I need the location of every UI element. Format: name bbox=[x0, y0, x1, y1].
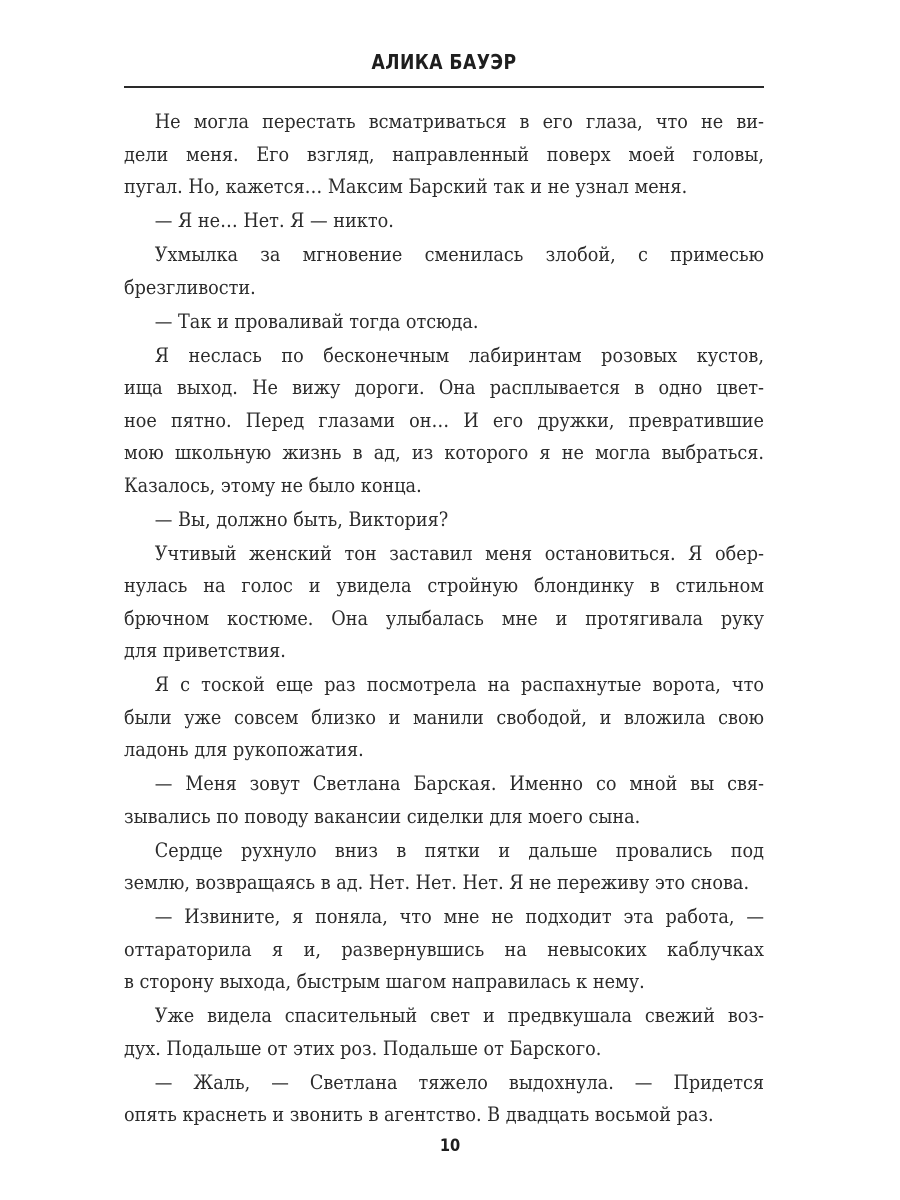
running-header-author: АЛИКА БАУЭР bbox=[371, 50, 517, 74]
paragraph-line: Я неслась по бесконечным лабиринтам розовых кустов, bbox=[154, 343, 764, 367]
paragraph-line: ладонь для рукопожатия. bbox=[124, 738, 364, 761]
paragraph-line: брючном костюме. Она улыбалась мне и протягивала руку bbox=[124, 606, 764, 630]
paragraph-line: мою школьную жизнь в ад, из которого я не могла выбраться. bbox=[124, 441, 764, 464]
paragraph-line: оттараторила я и, развернувшись на невысоких каблучках bbox=[124, 937, 764, 961]
page-body-text bbox=[124, 106, 764, 1132]
paragraph-line: землю, возвращаясь в ад. Нет. Нет. Нет. Я не переживу это снова. bbox=[124, 871, 750, 894]
paragraph-line: нулась на голос и увидела стройную блондинку в стильном bbox=[124, 574, 764, 597]
header-divider bbox=[124, 86, 764, 88]
paragraph-line: — Вы, должно быть, Виктория? bbox=[154, 507, 449, 531]
paragraph-line: были уже совсем близко и манили свободой, и вложила свою bbox=[124, 705, 764, 729]
paragraph-line: Сердце рухнуло вниз в пятки и дальше провались под bbox=[154, 838, 764, 862]
paragraph-line: Не могла перестать всматриваться в его глаза, что не ви- bbox=[154, 110, 764, 133]
paragraph-line: Уже видела спасительный свет и предвкушала свежий воз- bbox=[154, 1004, 764, 1027]
paragraph-line: в сторону выхода, быстрым шагом направилась к нему. bbox=[124, 970, 645, 993]
paragraph-line: Ухмылка за мгновение сменилась злобой, с примесью bbox=[154, 243, 764, 266]
paragraph-line: зывались по поводу вакансии сиделки для моего сына. bbox=[124, 804, 641, 828]
paragraph-line: Учтивый женский тон заставил меня остановиться. Я обер- bbox=[154, 541, 764, 565]
paragraph-line: — Извините, я поняла, что мне не подходит эта работа, — bbox=[154, 905, 764, 928]
page-number: 10 bbox=[439, 1136, 461, 1156]
paragraph-line: Я с тоской еще раз посмотрела на распахнутые ворота, что bbox=[154, 673, 764, 696]
paragraph-line: пугал. Но, кажется… Максим Барский так и не узнал меня. bbox=[124, 175, 688, 198]
paragraph-line: опять краснеть и звонить в агентство. В двадцать восьмой раз. bbox=[124, 1103, 714, 1126]
paragraph-line: для приветствия. bbox=[124, 639, 286, 662]
paragraph-line: — Я не… Нет. Я — никто. bbox=[154, 209, 394, 232]
paragraph-line: Казалось, этому не было конца. bbox=[124, 473, 422, 497]
paragraph-line: дух. Подальше от этих роз. Подальше от Барского. bbox=[124, 1036, 602, 1060]
paragraph-line: — Меня зовут Светлана Барская. Именно со мной вы свя- bbox=[154, 772, 764, 795]
paragraph-line: — Так и проваливай тогда отсюда. bbox=[154, 309, 479, 333]
paragraph-line: ное пятно. Перед глазами он… И его дружки, превратившие bbox=[124, 408, 764, 432]
paragraph-line: брезгливости. bbox=[124, 275, 256, 299]
paragraph-line: дели меня. Его взгляд, направленный поверх моей головы, bbox=[124, 142, 764, 166]
paragraph-line: — Жаль, — Светлана тяжело выдохнула. — Придется bbox=[154, 1070, 764, 1094]
paragraph-line: ища выход. Не вижу дороги. Она расплывается в одно цвет- bbox=[124, 376, 764, 399]
